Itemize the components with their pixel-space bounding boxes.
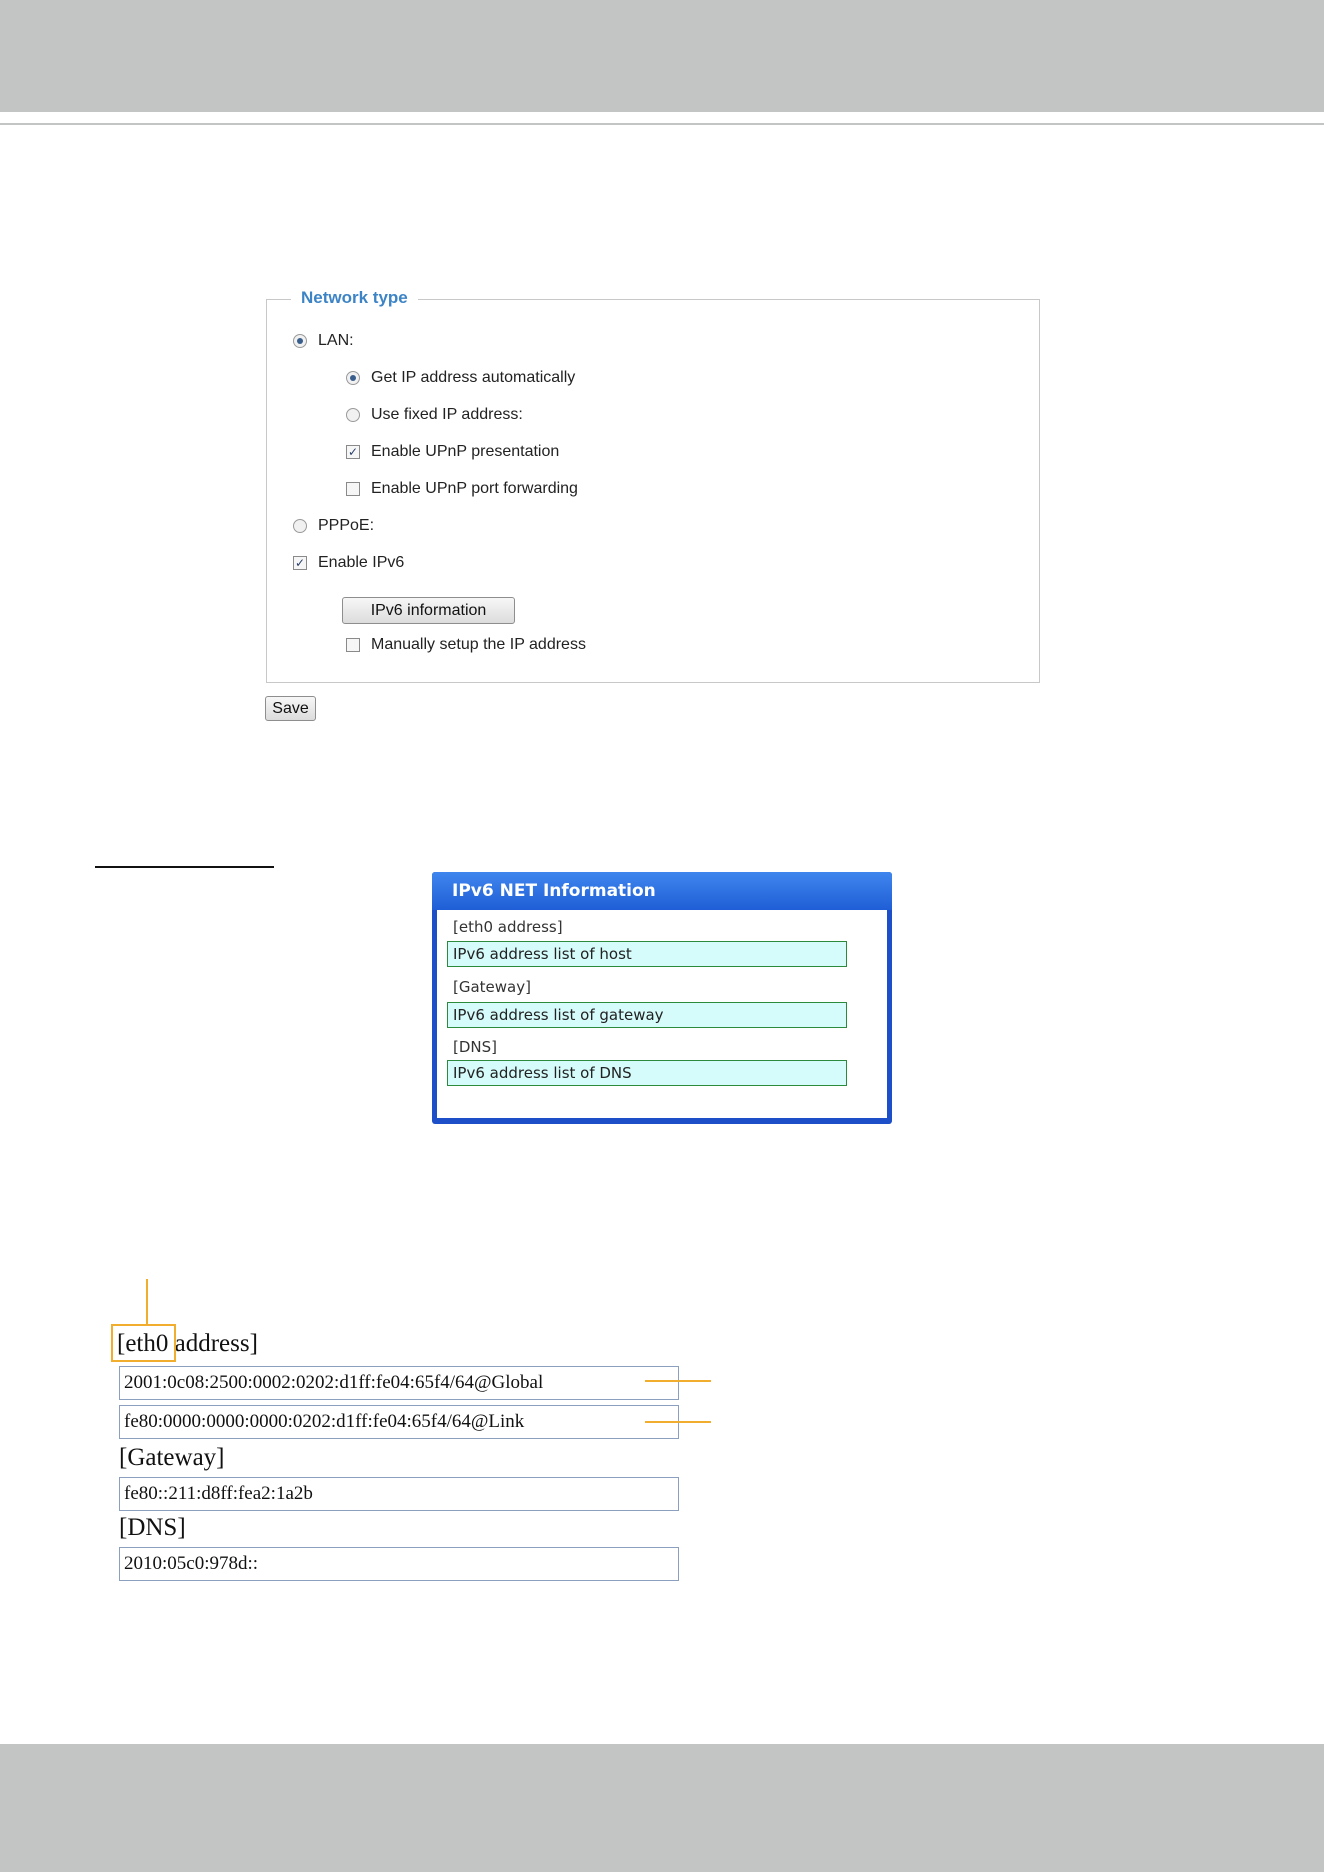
eth0-highlight-box	[111, 1324, 176, 1362]
example-dns-label: [DNS]	[119, 1514, 186, 1541]
example-eth0-bracket: [	[117, 1330, 126, 1357]
manual-ip-checkbox[interactable]	[346, 638, 360, 652]
example-gateway-label: [Gateway]	[119, 1444, 225, 1471]
example-gateway-field: fe80::211:d8ff:fea2:1a2b	[119, 1477, 679, 1511]
eth0-callout-line	[146, 1279, 148, 1325]
enable-ipv6-checkbox[interactable]: ✓	[294, 556, 306, 570]
get-ip-auto-option[interactable]	[346, 369, 575, 387]
save-button[interactable]: Save	[265, 696, 316, 721]
pppoe-radio[interactable]	[293, 519, 307, 533]
link-address-field: fe80:0000:0000:0000:0202:d1ff:fe04:65f4/64@Link	[119, 1405, 679, 1439]
global-address-field: 2001:0c08:2500:0002:0202:d1ff:fe04:65f4/64@Global	[119, 1366, 679, 1400]
header-rule	[0, 123, 1324, 125]
upnp-port-forwarding-label: Enable UPnP port forwarding	[371, 480, 578, 497]
example-eth0-rest: address]	[168, 1330, 258, 1357]
manual-ip-option[interactable]	[346, 636, 586, 654]
dns-label: [DNS]	[453, 1038, 497, 1056]
example-eth0-highlight: eth0	[125, 1330, 169, 1357]
use-fixed-ip-radio[interactable]	[346, 408, 360, 422]
network-type-fieldset	[266, 288, 1040, 683]
upnp-port-forwarding-option[interactable]	[346, 480, 578, 498]
enable-ipv6-label: Enable IPv6	[318, 554, 405, 571]
footer-band	[0, 1744, 1324, 1872]
ipv6-info-window	[432, 872, 892, 1124]
get-ip-auto-radio[interactable]	[346, 371, 360, 385]
section-underline	[95, 866, 274, 868]
upnp-presentation-label: Enable UPnP presentation	[371, 443, 560, 460]
ipv6-info-window-title: IPv6 NET Information	[432, 872, 892, 910]
ipv6-information-button[interactable]: IPv6 information	[342, 597, 515, 624]
ipv6-info-window-body	[437, 910, 887, 1118]
use-fixed-ip-label: Use fixed IP address:	[371, 406, 523, 423]
network-type-legend: Network type	[291, 288, 418, 308]
link-callout-line	[645, 1421, 711, 1423]
pppoe-label: PPPoE:	[318, 517, 375, 534]
lan-radio[interactable]	[293, 334, 307, 348]
gateway-label: [Gateway]	[453, 978, 531, 996]
global-callout-line	[645, 1380, 711, 1382]
host-address-field: IPv6 address list of host	[447, 941, 847, 967]
upnp-port-forwarding-checkbox[interactable]	[346, 482, 360, 496]
eth0-address-label: [eth0 address]	[453, 918, 563, 936]
header-band	[0, 0, 1324, 112]
manual-ip-label: Manually setup the IP address	[371, 636, 586, 653]
gateway-address-field: IPv6 address list of gateway	[447, 1002, 847, 1028]
upnp-presentation-checkbox[interactable]: ✓	[347, 445, 359, 459]
dns-address-field: IPv6 address list of DNS	[447, 1060, 847, 1086]
upnp-presentation-option[interactable]	[346, 443, 559, 461]
pppoe-option[interactable]	[293, 517, 374, 535]
lan-label: LAN:	[318, 332, 354, 349]
enable-ipv6-option[interactable]	[293, 554, 404, 572]
lan-option[interactable]	[293, 332, 354, 350]
example-dns-field: 2010:05c0:978d::	[119, 1547, 679, 1581]
use-fixed-ip-option[interactable]	[346, 406, 523, 424]
get-ip-auto-label: Get IP address automatically	[371, 369, 576, 386]
